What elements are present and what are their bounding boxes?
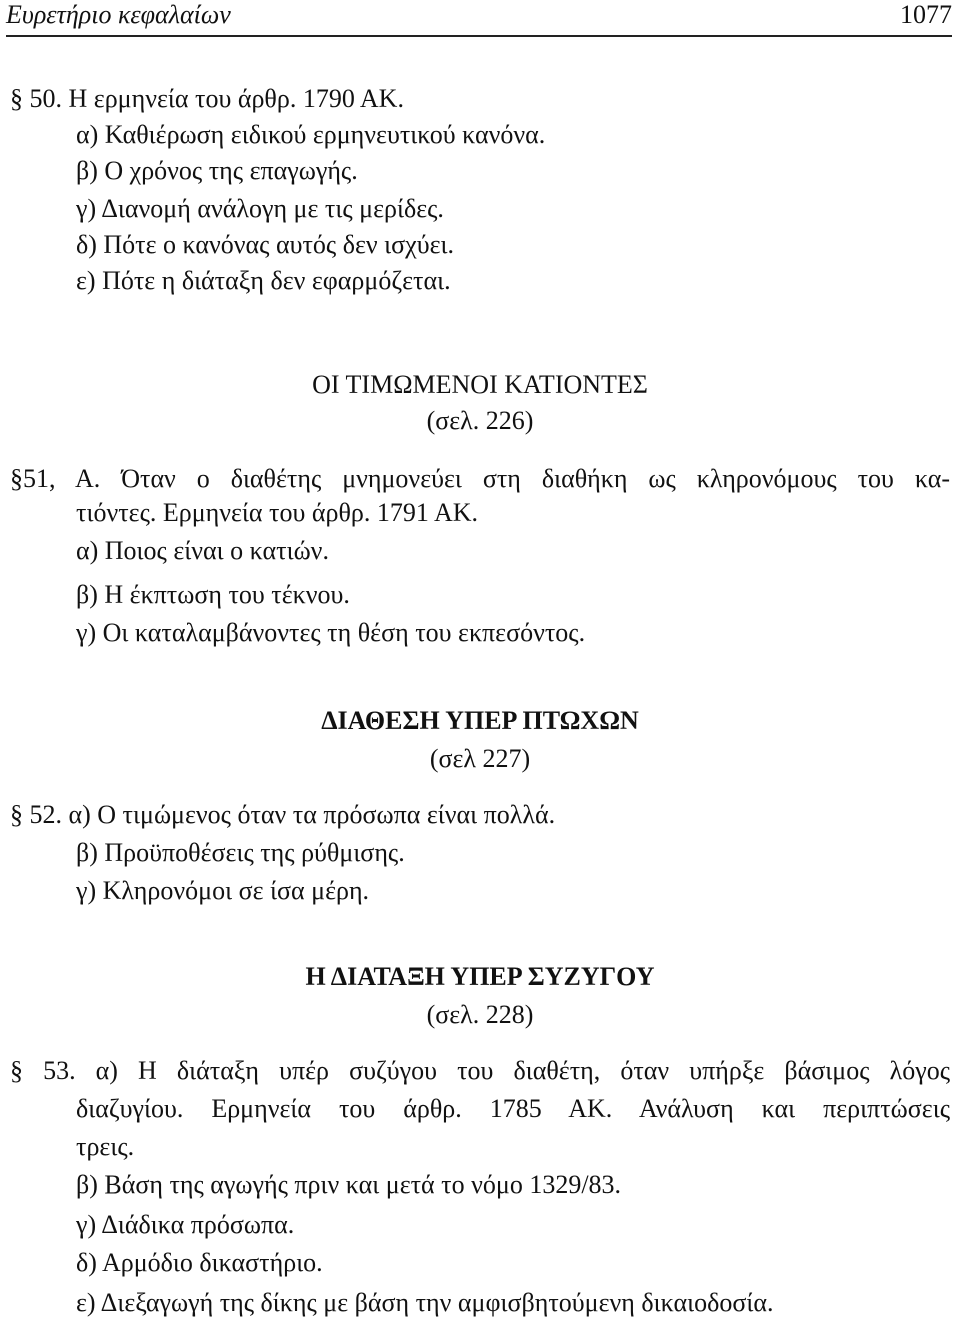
section-51-item-b: β) Η έκπτωση του τέκνου.: [76, 580, 350, 609]
section-51-item-a: α) Ποιος είναι ο κατιών.: [76, 536, 329, 565]
section-51-item-c: γ) Οι καταλαμβάνοντες τη θέση του εκπεσόντος.: [76, 618, 586, 647]
header-divider: [6, 35, 952, 37]
section-50-item-d: δ) Πότε ο κανόνας αυτός δεν ισχύει.: [76, 230, 454, 259]
section-52-item-c: γ) Κληρονόμοι σε ίσα μέρη.: [76, 876, 370, 905]
heading-timomenoi: ΟΙ ΤΙΜΩΜΕΝΟΙ ΚΑΤΙΟΝΤΕΣ: [312, 370, 648, 399]
heading-syzygou-page: (σελ. 228): [426, 1000, 534, 1029]
section-50-item-b: β) Ο χρόνος της επαγωγής.: [76, 156, 358, 185]
section-53-item-d: δ) Αρμόδιο δικαστήριο.: [76, 1248, 323, 1277]
header-title: Ευρετήριο κεφαλαίων: [6, 0, 231, 29]
section-53-line-1: § 53. α) Η διάταξη υπέρ συζύγου του διαθέτη, όταν υπήρξε βάσιμος λόγος: [10, 1056, 950, 1085]
section-52-line-1: § 52. α) Ο τιμώμενος όταν τα πρόσωπα είναι πολλά.: [10, 800, 556, 829]
section-53-item-b: β) Βάση της αγωγής πριν και μετά το νόμο 1329/83.: [76, 1170, 622, 1199]
section-51-line-2: τιόντες. Ερμηνεία του άρθρ. 1791 ΑΚ.: [76, 498, 479, 527]
heading-syzygou: Η ΔΙΑΤΑΞΗ ΥΠΕΡ ΣΥΖΥΓΟΥ: [305, 962, 655, 991]
running-header: [6, 0, 952, 34]
section-50-title: § 50. Η ερμηνεία του άρθρ. 1790 ΑΚ.: [10, 84, 404, 113]
section-50-item-c: γ) Διανομή ανάλογη με τις μερίδες.: [76, 194, 444, 223]
section-52-item-b: β) Προϋποθέσεις της ρύθμισης.: [76, 838, 405, 867]
page-number: 1077: [900, 0, 952, 29]
section-53-item-c: γ) Διάδικα πρόσωπα.: [76, 1210, 295, 1239]
section-51-line-1: §51, Α. Όταν ο διαθέτης μνημονεύει στη διαθήκη ως κληρονόμους του κα-: [10, 464, 950, 493]
heading-timomenoi-page: (σελ. 226): [426, 406, 534, 435]
section-50-item-e: ε) Πότε η διάταξη δεν εφαρμόζεται.: [76, 266, 451, 295]
section-50-item-a: α) Καθιέρωση ειδικού ερμηνευτικού κανόνα.: [76, 120, 546, 149]
section-53-line-2: διαζυγίου. Ερμηνεία του άρθρ. 1785 ΑΚ. Ανάλυση και περιπτώσεις: [76, 1094, 950, 1123]
heading-ptochon-page: (σελ 227): [429, 744, 531, 773]
section-53-line-3: τρεις.: [76, 1132, 135, 1161]
section-53-item-e: ε) Διεξαγωγή της δίκης με βάση την αμφισβητούμενη δικαιοδοσία.: [76, 1288, 774, 1317]
heading-ptochon: ΔΙΑΘΕΣΗ ΥΠΕΡ ΠΤΩΧΩΝ: [321, 706, 639, 735]
